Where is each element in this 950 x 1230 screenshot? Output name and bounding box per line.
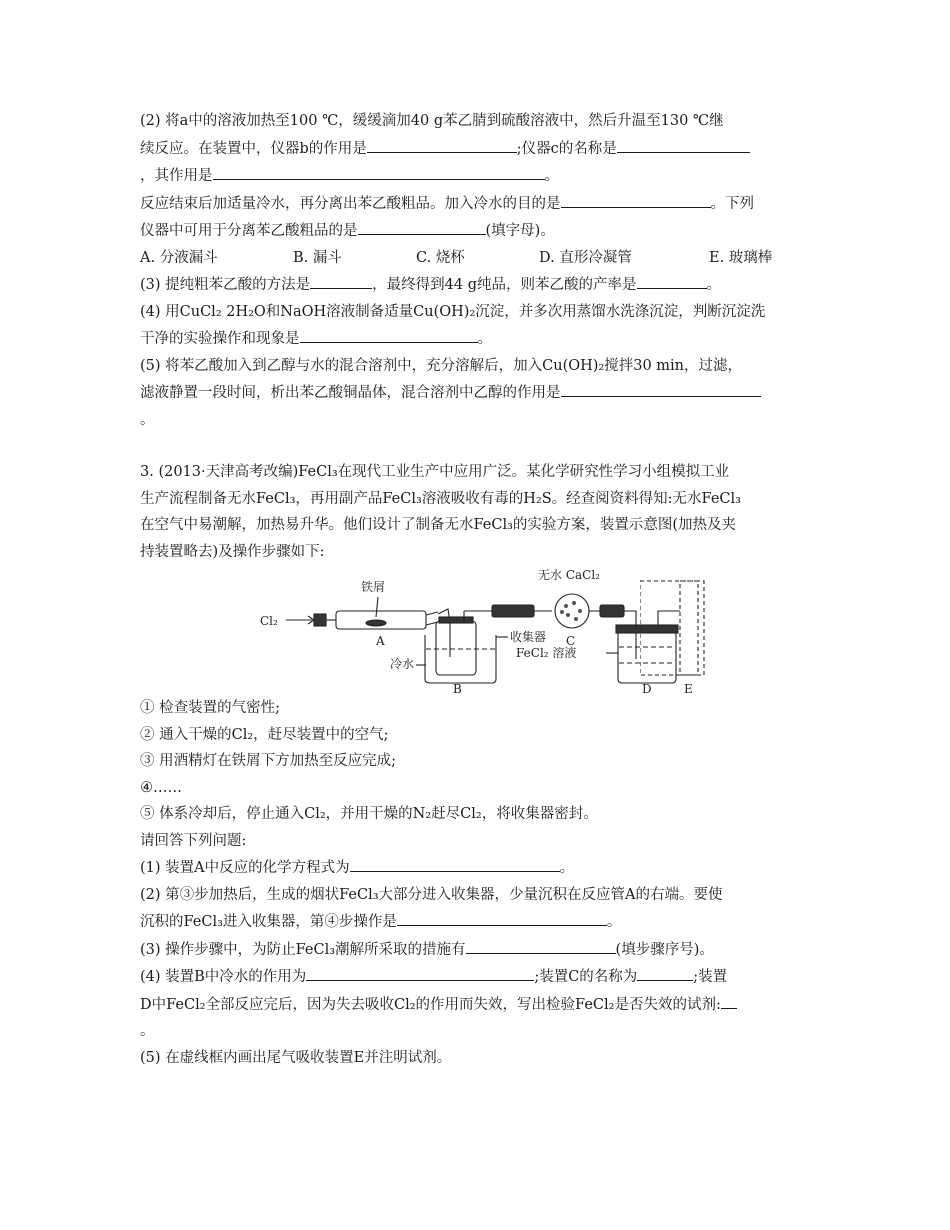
answer-blank[interactable] (397, 908, 607, 926)
drying-bulb-c (555, 594, 589, 628)
label-b: B (453, 682, 462, 693)
step-4 (140, 775, 820, 802)
label-cl2: Cl₂ (260, 614, 278, 628)
text: (2) 将a中的溶液加热至100 ℃，缓缓滴加40 g苯乙腈到硫酸溶液中，然后升温至130 ℃继 (140, 113, 724, 129)
text: 反应结束后加适量冷水，再分离出苯乙酸粗品。加入冷水的目的是 (140, 195, 561, 212)
text: ③ 用酒精灯在铁屑下方加热至反应完成; (140, 753, 396, 769)
label-cold-water: 冷水 (390, 657, 415, 671)
q4-sub-line-1 (140, 299, 820, 326)
text: (5) 在虚线框内画出尾气吸收装置E并注明试剂。 (140, 1049, 452, 1066)
step-5 (140, 801, 820, 828)
label-e: E (684, 682, 693, 693)
collector-stopper (439, 617, 473, 623)
label-iron: 铁屑 (361, 580, 386, 594)
text: 。 (140, 1023, 155, 1039)
s4-line-3 (140, 1018, 820, 1045)
q2-line-5 (140, 217, 820, 245)
q3-intro-3 (140, 512, 820, 539)
answer-blank[interactable] (561, 379, 761, 397)
apparatus-diagram (260, 567, 700, 693)
text: ② 通入干燥的Cl₂，赶尽装置中的空气; (140, 726, 389, 743)
box-e[interactable] (640, 567, 710, 693)
text: ，最终得到44 g纯品，则苯乙酸的产率是 (372, 277, 637, 293)
q5-sub-line-1 (140, 353, 820, 380)
text: 续反应。在装置中，仪器b的作用是 (140, 140, 367, 157)
q3-intro-4 (140, 539, 820, 566)
iron-leader (376, 597, 378, 617)
answer-blank[interactable] (466, 936, 616, 954)
q3-sub-line (140, 271, 820, 299)
text: D中FeCl₂全部反应完后，因为失去吸收Cl₂的作用而失效，写出检验FeCl₂是否失效的试剂: (140, 996, 721, 1013)
text: 沉积的FeCl₃进入收集器，第④步操作是 (140, 914, 397, 930)
apparatus-figure (140, 567, 820, 695)
choice-list (140, 245, 820, 272)
choice-d[interactable]: D. 直形冷凝管 (539, 249, 632, 266)
label-collector: 收集器 (510, 630, 547, 644)
s5-line (140, 1045, 820, 1072)
bottle-d-inlet (624, 611, 636, 659)
collector-flask (436, 621, 476, 675)
label-fecl2: FeCl₂ 溶液 (516, 646, 577, 660)
q3-intro-2 (140, 486, 820, 513)
s1-line (140, 854, 820, 882)
q2-line-4 (140, 190, 820, 218)
text: (3) 操作步骤中，为防止FeCl₃潮解所采取的措施有 (140, 941, 466, 958)
q5-sub-line-3 (140, 407, 820, 434)
text: ⑤ 体系冷却后，停止通入Cl₂，并用干燥的N₂赶尽Cl₂，将收集器密封。 (140, 806, 598, 822)
text: (2) 第③步加热后，生成的烟状FeCl₃大部分进入收集器，少量沉积在反应管A的右端。要使 (140, 886, 723, 903)
label-c: C (566, 634, 576, 648)
choice-e[interactable]: E. 玻璃棒 (709, 249, 773, 266)
connector-right (600, 605, 624, 617)
text: 。下列 (710, 195, 754, 212)
label-a: A (376, 634, 385, 648)
answer-blank[interactable] (310, 271, 372, 289)
text: (填字母)。 (485, 223, 555, 239)
text: (1) 装置A中反应的化学方程式为 (140, 860, 350, 876)
q5-sub-line-2 (140, 379, 820, 407)
text: ① 检查装置的气密性; (140, 700, 280, 716)
answer-blank[interactable] (617, 135, 750, 153)
q2-line-2 (140, 135, 820, 163)
text: 持装置略去)及操作步骤如下: (140, 543, 325, 560)
s4-line-1 (140, 963, 820, 991)
s2-line-2 (140, 908, 820, 936)
choice-c[interactable]: C. 烧杯 (416, 249, 465, 266)
text: (4) 用CuCl₂ 2H₂O和NaOH溶液制备适量Cu(OH)₂沉淀，并多次用蒸馏水洗涤沉淀，判断沉淀洗 (140, 303, 766, 320)
text: ;装置 (693, 969, 728, 985)
step-3 (140, 748, 820, 775)
answer-blank[interactable] (367, 135, 517, 153)
label-cacl2: 无水 CaCl₂ (538, 568, 600, 582)
connector-left (492, 605, 534, 617)
answer-blank[interactable] (350, 854, 560, 872)
label-d: D (642, 682, 652, 693)
text: (3) 提纯粗苯乙酸的方法是 (140, 277, 311, 293)
text: ;仪器c的名称是 (516, 140, 617, 157)
iron-filings (366, 620, 386, 626)
text: 。 (544, 168, 559, 184)
answer-blank[interactable] (358, 217, 486, 235)
answer-blank[interactable] (721, 991, 737, 1009)
answer-blank[interactable] (561, 190, 711, 208)
text: ;装置C的名称为 (534, 969, 638, 985)
text: 。 (559, 860, 575, 876)
text: 。 (140, 411, 155, 428)
text: 在空气中易潮解，加热易升华。他们设计了制备无水FeCl₃的实验方案，装置示意图(加热及夹 (140, 517, 737, 533)
stopper-a (314, 614, 326, 626)
text: (4) 装置B中冷水的作用为 (140, 969, 307, 985)
text: ，其作用是 (140, 168, 213, 184)
text: 3. (2013·天津高考改编)FeCl₃在现代工业生产中应用广泛。某化学研究性学习小组模拟工业 (140, 464, 730, 480)
q4-sub-line-2 (140, 325, 820, 353)
text: 干净的实验操作和现象是 (140, 331, 300, 347)
q2-line-1 (140, 108, 820, 135)
text: 。 (477, 331, 492, 347)
tube-neck (426, 612, 438, 615)
answer-blank[interactable] (213, 162, 545, 180)
answer-blank[interactable] (306, 963, 534, 981)
choice-a[interactable]: A. 分液漏斗 (140, 249, 218, 266)
q3-intro-1 (140, 459, 820, 486)
answer-blank[interactable] (637, 963, 693, 981)
text: (5) 将苯乙酸加入到乙醇与水的混合溶剂中，充分溶解后，加入Cu(OH)₂搅拌30 min，过滤， (140, 357, 743, 374)
document-page (140, 108, 820, 1071)
text: 请回答下列问题: (140, 832, 247, 849)
s4-line-2 (140, 991, 820, 1019)
step-1 (140, 695, 820, 722)
dashed-box-e[interactable] (640, 581, 704, 675)
text: (填步骤序号)。 (615, 941, 714, 958)
q2-line-3 (140, 162, 820, 190)
s3-line (140, 936, 820, 964)
text: 滤液静置一段时间，析出苯乙酸铜晶体，混合溶剂中乙醇的作用是 (140, 385, 561, 401)
answer-blank[interactable] (300, 325, 478, 343)
text: 生产流程制备无水FeCl₃，再用副产品FeCl₃溶液吸收有毒的H₂S。经查阅资料得知:无水FeCl₃ (140, 490, 741, 507)
text: 。 (706, 277, 721, 293)
s2-line-1 (140, 882, 820, 909)
text: 。 (606, 914, 622, 930)
ask-line (140, 828, 820, 855)
step-2 (140, 722, 820, 749)
answer-blank[interactable] (637, 271, 707, 289)
text: ④…… (140, 779, 182, 796)
text: 仪器中可用于分离苯乙酸粗品的是 (140, 223, 358, 239)
choice-b[interactable]: B. 漏斗 (293, 249, 342, 266)
